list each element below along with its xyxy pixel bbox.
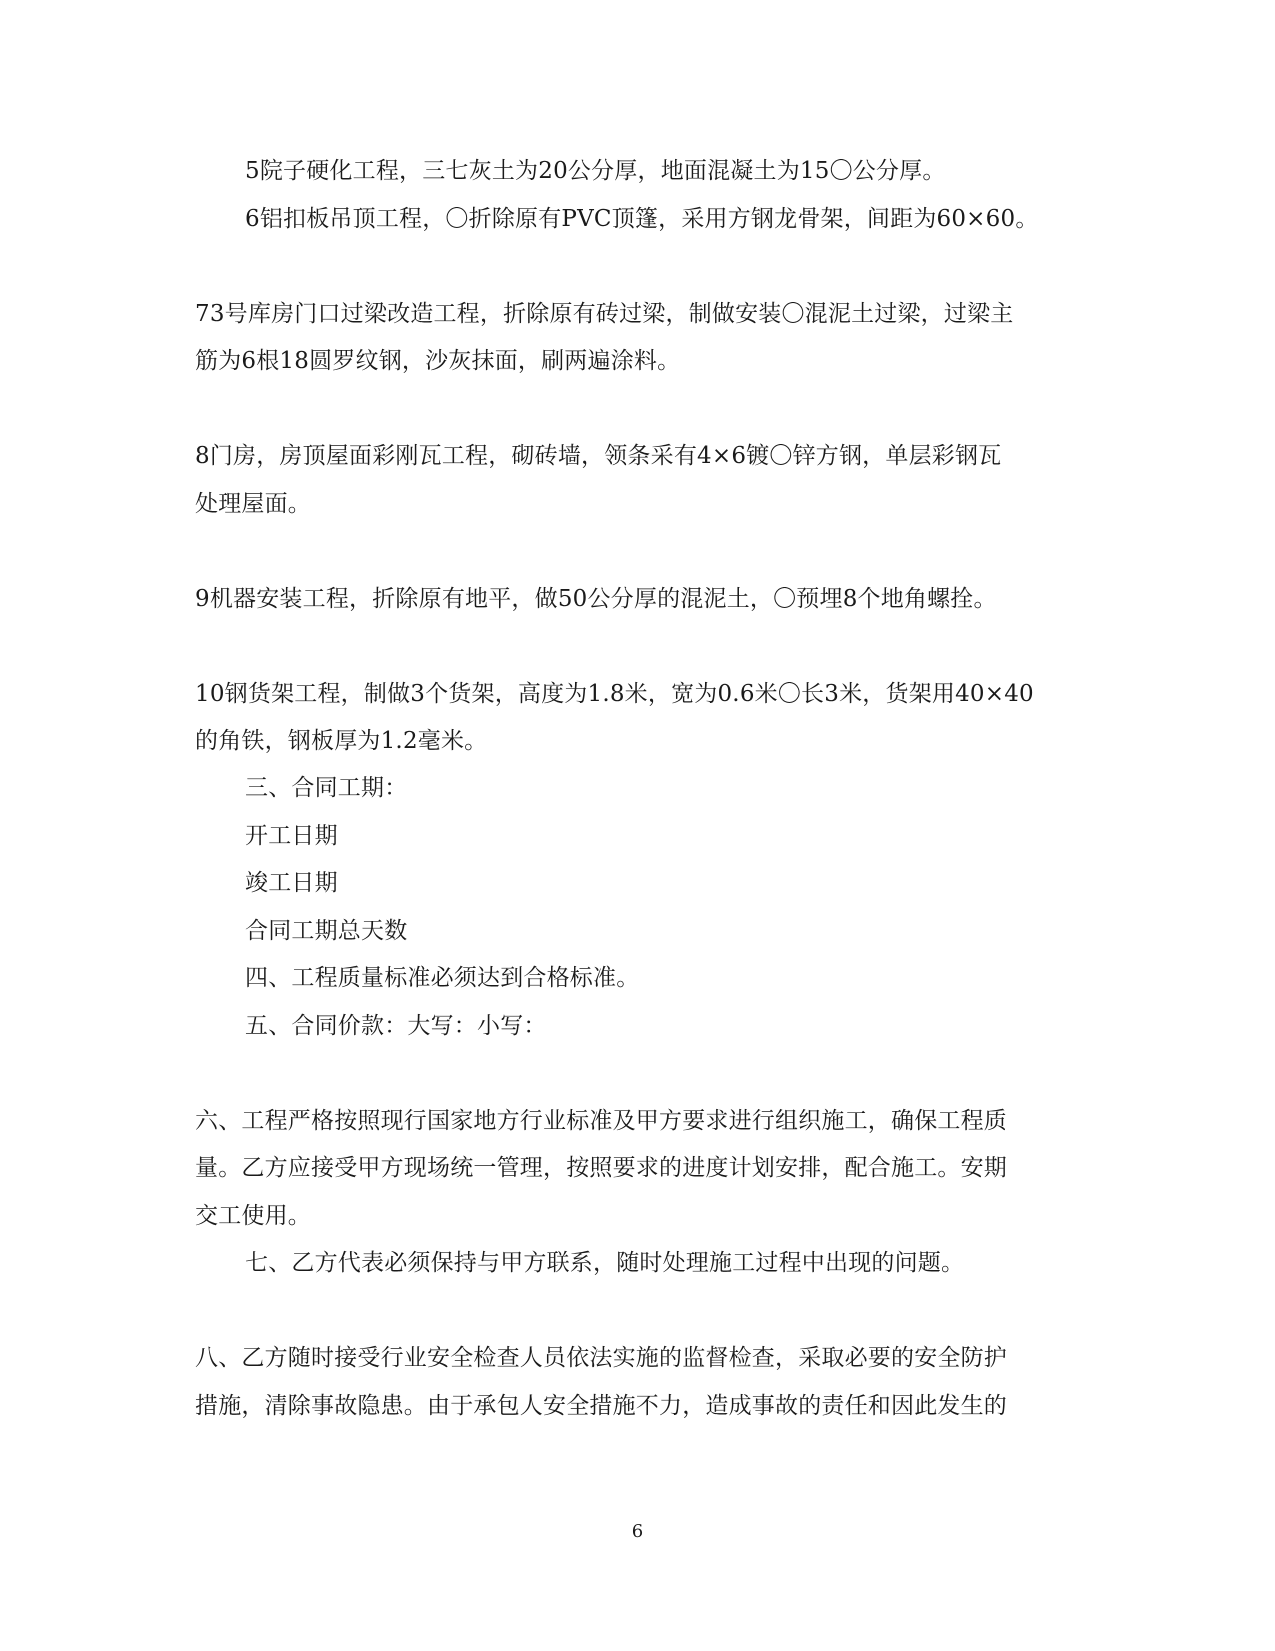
text-line-1: 5院子硬化工程，三七灰土为20公分厚，地面混凝土为15〇公分厚。 <box>245 158 946 184</box>
text-line-20: 八、乙方随时接受行业安全检查人员依法实施的监督检查，采取必要的安全防护 <box>195 1345 1007 1371</box>
text-line-21: 措施，清除事故隐患。由于承包人安全措施不力，造成事故的责任和因此发生的 <box>195 1393 1007 1419</box>
text-line-16: 六、工程严格按照现行国家地方行业标准及甲方要求进行组织施工，确保工程质 <box>195 1108 1007 1134</box>
text-line-3: 73号库房门口过梁改造工程，折除原有砖过梁，制做安装〇混泥土过梁，过梁主 <box>195 301 1014 327</box>
text-line-5: 8门房，房顶屋面彩刚瓦工程，砌砖墙，领条采有4×6镀〇锌方钢，单层彩钢瓦 <box>195 443 1002 469</box>
text-line-10: 三、合同工期： <box>245 775 408 801</box>
text-line-17: 量。乙方应接受甲方现场统一管理，按照要求的进度计划安排，配合施工。安期 <box>195 1155 1007 1181</box>
text-line-2: 6铝扣板吊顶工程，〇折除原有PVC顶篷，采用方钢龙骨架，间距为60×60。 <box>245 206 1039 232</box>
text-line-15: 五、合同价款：大写：小写： <box>245 1013 547 1039</box>
text-line-18: 交工使用。 <box>195 1203 311 1229</box>
page-number: 6 <box>631 1521 644 1542</box>
text-line-19: 七、乙方代表必须保持与甲方联系，随时处理施工过程中出现的问题。 <box>245 1250 965 1276</box>
text-line-14: 四、工程质量标准必须达到合格标准。 <box>245 965 640 991</box>
text-line-13: 合同工期总天数 <box>245 918 408 944</box>
text-line-8: 10钢货架工程，制做3个货架，高度为1.8米，宽为0.6米〇长3米，货架用40×40 <box>195 681 1034 707</box>
text-line-7: 9机器安装工程，折除原有地平，做50公分厚的混泥土，〇预埋8个地角螺拴。 <box>195 586 997 612</box>
text-line-12: 竣工日期 <box>245 870 338 896</box>
text-line-6: 处理屋面。 <box>195 491 311 517</box>
text-line-4: 筋为6根18圆罗纹钢，沙灰抹面，刷两遍涂料。 <box>195 348 681 374</box>
text-line-11: 开工日期 <box>245 823 338 849</box>
text-line-9: 的角铁，钢板厚为1.2毫米。 <box>195 728 488 754</box>
